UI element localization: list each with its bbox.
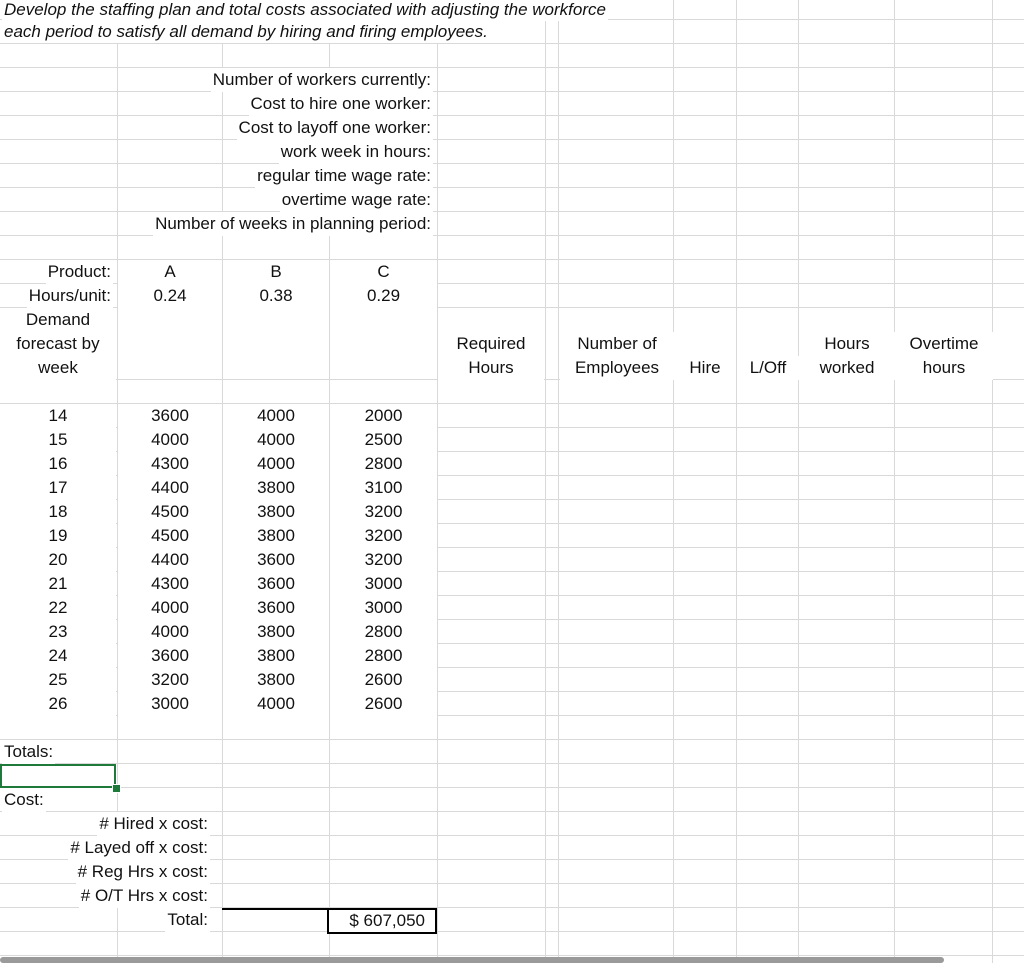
demand-c: 3000 [330,572,437,596]
instruction-line-1: Develop the staffing plan and total costs associated with adjusting the workforce [4,0,606,19]
row-divider [0,763,1024,764]
demand-a: 3600 [118,404,222,428]
column-divider [673,0,674,963]
demand-b: 3600 [223,572,329,596]
week-number: 14 [0,404,116,428]
demand-c: 2800 [330,452,437,476]
param-hire-cost-label: Cost to hire one worker: [249,92,433,116]
week-number: 22 [0,596,116,620]
selected-cell[interactable] [0,764,116,788]
demand-c: 3200 [330,500,437,524]
demand-a: 3000 [118,692,222,716]
week-number: 23 [0,620,116,644]
cost-reg-hrs-label: # Reg Hrs x cost: [76,860,210,884]
demand-b: 3600 [223,596,329,620]
header-loff: L/Off [737,356,799,380]
cost-total-label: Total: [165,908,210,932]
product-c: C [330,260,437,284]
header-hours-worked-1: Hours [799,332,895,356]
horizontal-scrollbar[interactable] [0,957,944,963]
product-a: A [118,260,222,284]
header-overtime-1: Overtime [895,332,993,356]
demand-b: 3800 [223,524,329,548]
week-number: 26 [0,692,116,716]
param-weeks-label: Number of weeks in planning period: [153,212,433,236]
demand-b: 4000 [223,404,329,428]
demand-a: 3600 [118,644,222,668]
demand-b: 3600 [223,548,329,572]
column-divider [545,0,546,963]
param-work-week-label: work week in hours: [279,140,433,164]
row-divider [0,91,1024,92]
cost-hired-label: # Hired x cost: [97,812,210,836]
row-divider [0,739,1024,740]
week-number: 17 [0,476,116,500]
week-number: 24 [0,644,116,668]
cost-layoff-label: # Layed off x cost: [68,836,210,860]
demand-c: 3100 [330,476,437,500]
week-number: 19 [0,524,116,548]
demand-c: 2600 [330,668,437,692]
totals-label: Totals: [2,740,55,764]
header-required-2: Hours [438,356,544,380]
column-divider [558,0,559,963]
row-divider [0,115,1024,116]
hours-unit-label: Hours/unit: [27,284,113,308]
row-divider [0,187,1024,188]
demand-b: 3800 [223,644,329,668]
row-divider [0,67,1024,68]
row-divider [0,163,1024,164]
row-divider [0,787,1024,788]
demand-label-3: week [0,356,116,380]
row-divider [0,931,1024,932]
param-regular-wage-label: regular time wage rate: [255,164,433,188]
param-workers-label: Number of workers currently: [211,68,433,92]
demand-b: 3800 [223,620,329,644]
demand-a: 4400 [118,476,222,500]
demand-c: 2800 [330,644,437,668]
column-divider [736,0,737,963]
header-overtime-2: hours [895,356,993,380]
demand-b: 3800 [223,668,329,692]
demand-a: 4500 [118,524,222,548]
row-divider [0,955,1024,956]
week-number: 25 [0,668,116,692]
param-overtime-wage-label: overtime wage rate: [280,188,433,212]
demand-b: 3800 [223,500,329,524]
week-number: 16 [0,452,116,476]
hours-unit-c: 0.29 [330,284,437,308]
demand-a: 4000 [118,428,222,452]
header-required-1: Required [438,332,544,356]
demand-c: 2800 [330,620,437,644]
week-number: 21 [0,572,116,596]
demand-c: 3000 [330,596,437,620]
demand-c: 2600 [330,692,437,716]
cost-ot-hrs-label: # O/T Hrs x cost: [79,884,210,908]
hours-unit-a: 0.24 [118,284,222,308]
fill-handle[interactable] [112,784,121,793]
demand-a: 4500 [118,500,222,524]
header-hours-worked-2: worked [799,356,895,380]
instruction-line-2: each period to satisfy all demand by hiring and firing employees. [4,22,488,41]
demand-b: 4000 [223,452,329,476]
row-divider [0,139,1024,140]
demand-c: 2500 [330,428,437,452]
column-divider [437,0,438,963]
week-number: 15 [0,428,116,452]
total-value-cell[interactable]: $ 607,050 [327,908,437,934]
header-employees-1: Number of [560,332,674,356]
column-divider [894,0,895,963]
demand-label-1: Demand [0,308,116,332]
param-layoff-cost-label: Cost to layoff one worker: [237,116,433,140]
column-divider [992,0,993,963]
demand-a: 4000 [118,620,222,644]
row-divider [0,43,1024,44]
total-top-border [222,908,327,910]
demand-label-2: forecast by [0,332,116,356]
product-b: B [223,260,329,284]
product-label: Product: [46,260,113,284]
column-divider [798,0,799,963]
demand-a: 3200 [118,668,222,692]
demand-b: 4000 [223,428,329,452]
demand-b: 3800 [223,476,329,500]
week-number: 20 [0,548,116,572]
demand-a: 4300 [118,452,222,476]
demand-b: 4000 [223,692,329,716]
header-hire: Hire [674,356,736,380]
header-employees-2: Employees [560,356,674,380]
demand-c: 2000 [330,404,437,428]
demand-c: 3200 [330,524,437,548]
demand-a: 4000 [118,596,222,620]
week-number: 18 [0,500,116,524]
demand-c: 3200 [330,548,437,572]
demand-a: 4400 [118,548,222,572]
cost-label: Cost: [2,788,46,812]
hours-unit-b: 0.38 [223,284,329,308]
demand-a: 4300 [118,572,222,596]
